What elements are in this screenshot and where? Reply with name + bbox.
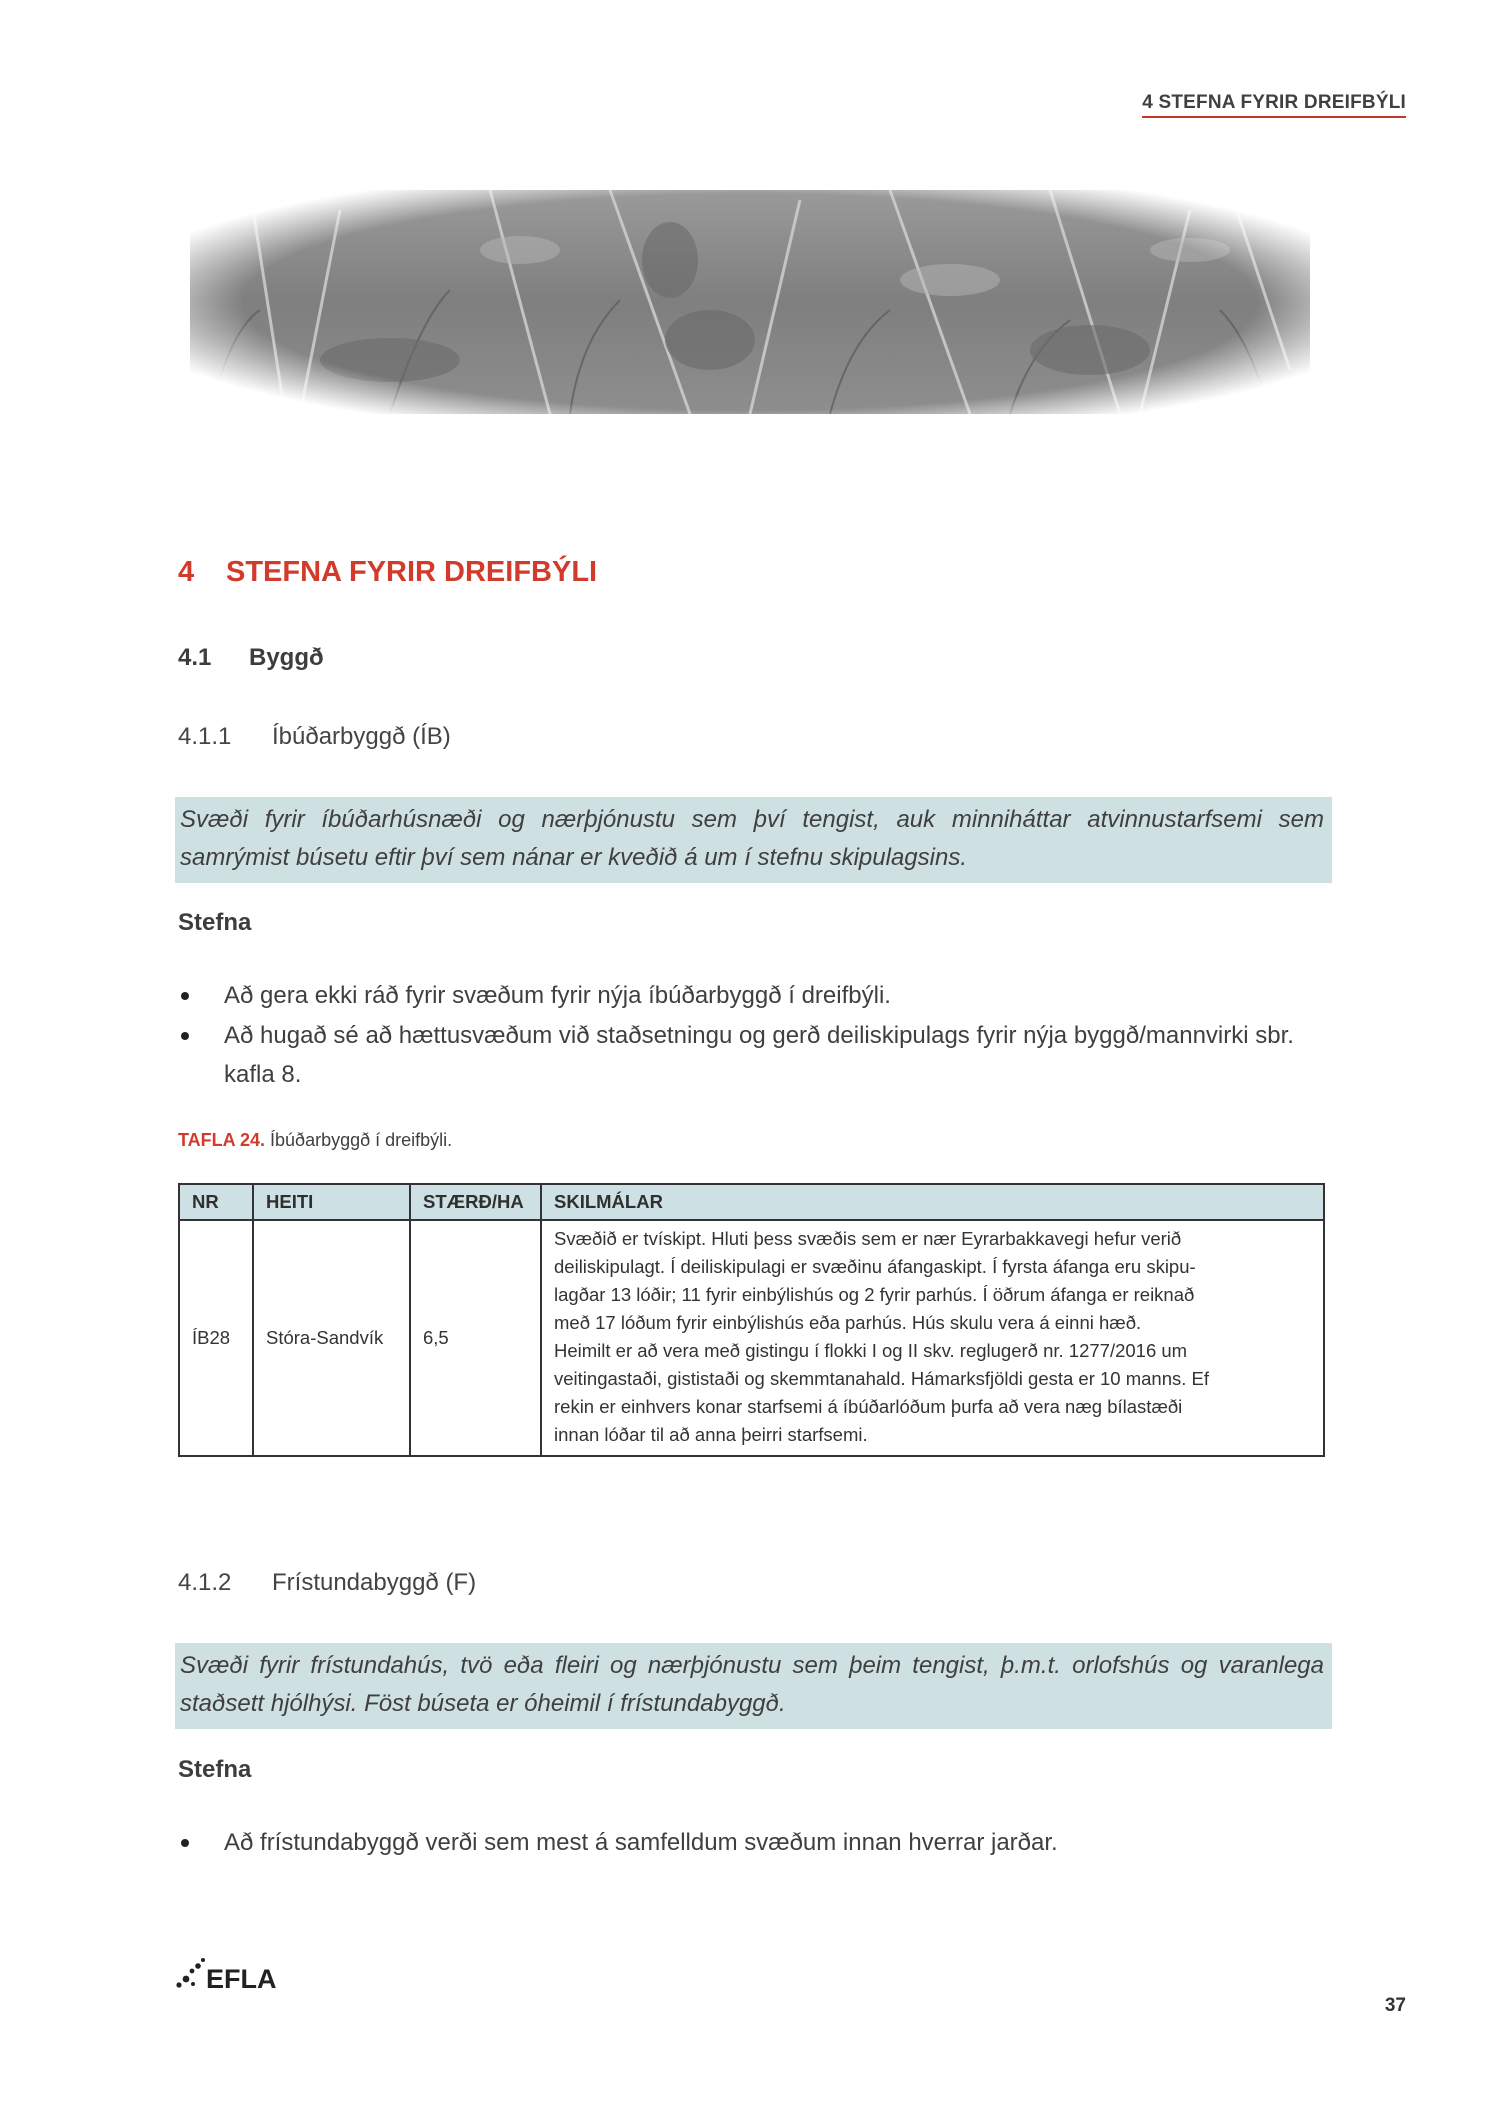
- policy-list-f: [178, 1823, 1330, 1863]
- grass-photo: [190, 190, 1310, 414]
- cell-staerd: 6,5: [410, 1220, 541, 1456]
- table-header-row: [179, 1184, 1324, 1220]
- residential-table: [178, 1183, 1325, 1457]
- policy-list-ib: [178, 976, 1330, 1095]
- subsection-title-f: Frístundabyggð (F): [272, 1569, 477, 1596]
- list-item: Að gera ekki ráð fyrir svæðum fyrir nýja íbúðarbyggð í dreifbýli.: [178, 976, 1330, 1015]
- chapter-number: 4: [178, 556, 195, 588]
- skilmalar-line: lagðar 13 lóðir; 11 fyrir einbýlishús og 2 fyrir parhús. Í öðrum áfanga er reiknað: [554, 1284, 1195, 1305]
- chapter-title-text: STEFNA FYRIR DREIFBÝLI: [226, 556, 598, 588]
- cell-skilmalar: [541, 1220, 1324, 1456]
- section-heading: [178, 644, 324, 672]
- skilmalar-line: Heimilt er að vera með gistingu í flokki I og II skv. reglugerð nr. 1277/2016 um: [554, 1340, 1188, 1361]
- column-header-skilmalar: SKILMÁLAR: [541, 1184, 1324, 1220]
- header-banner-image: [190, 190, 1310, 414]
- subsection-title-ib: Íbúðarbyggð (ÍB): [272, 723, 451, 750]
- skilmalar-line: Svæðið er tvískipt. Hluti þess svæðis sem er nær Eyrarbakkavegi hefur verið: [554, 1228, 1182, 1249]
- policy-heading-f: Stefna: [178, 1756, 252, 1783]
- section-title: Byggð: [249, 644, 324, 671]
- logo-text: EFLA: [206, 1964, 277, 1991]
- policy-heading-ib: Stefna: [178, 909, 252, 936]
- cell-nr: ÍB28: [179, 1220, 253, 1456]
- column-header-heiti: HEITI: [253, 1184, 410, 1220]
- column-header-staerd: STÆRÐ/HA: [410, 1184, 541, 1220]
- cell-heiti: Stóra-Sandvík: [253, 1220, 410, 1456]
- table-caption-label: TAFLA 24.: [178, 1130, 266, 1150]
- skilmalar-line: deiliskipulagt. Í deiliskipulagi er svæðinu áfangaskipt. Í fyrsta áfanga eru skipu-: [554, 1256, 1196, 1277]
- definition-box-ib: Svæði fyrir íbúðarhúsnæði og nærþjónustu sem því tengist, auk minniháttar atvinnustarfsemi sem samrýmist búsetu eftir því sem nánar er kveðið á um í stefnu skipulagsins.: [175, 797, 1332, 883]
- efla-logo: [176, 1955, 288, 1991]
- table-row: [179, 1220, 1324, 1456]
- definition-box-f: Svæði fyrir frístundahús, tvö eða fleiri og nærþjónustu sem þeim tengist, þ.m.t. orlofshús og varanlega staðsett hjólhýsi. Föst búseta er óheimil í frístundabyggð.: [175, 1643, 1332, 1729]
- column-header-nr: NR: [179, 1184, 253, 1220]
- subsection-number-f: 4.1.2: [178, 1569, 232, 1596]
- chapter-title: [178, 556, 597, 589]
- subsection-heading-f: [178, 1569, 476, 1597]
- subsection-number-ib: 4.1.1: [178, 723, 232, 750]
- table-caption-text: Íbúðarbyggð í dreifbýli.: [270, 1130, 453, 1150]
- list-item: Að frístundabyggð verði sem mest á samfelldum svæðum innan hverrar jarðar.: [178, 1823, 1330, 1862]
- list-item: Að hugað sé að hættusvæðum við staðsetningu og gerð deiliskipulags fyrir nýja byggð/mannvirki sbr. kafla 8.: [178, 1016, 1330, 1094]
- skilmalar-line: innan lóðar til að anna þeirri starfsemi.: [554, 1424, 868, 1445]
- skilmalar-line: með 17 lóðum fyrir einbýlishús eða parhús. Hús skulu vera á einni hæð.: [554, 1312, 1142, 1333]
- section-number: 4.1: [178, 644, 212, 671]
- subsection-heading-ib: [178, 723, 451, 751]
- skilmalar-line: veitingastaði, gististaði og skemmtanahald. Hámarksfjöldi gesta er 10 manns. Ef: [554, 1368, 1210, 1389]
- page-number: 37: [1384, 1995, 1406, 2016]
- table-caption: [178, 1130, 452, 1151]
- skilmalar-line: rekin er einhvers konar starfsemi á íbúðarlóðum þurfa að vera næg bílastæði: [554, 1396, 1183, 1417]
- running-header: 4 STEFNA FYRIR DREIFBÝLI: [1142, 92, 1406, 118]
